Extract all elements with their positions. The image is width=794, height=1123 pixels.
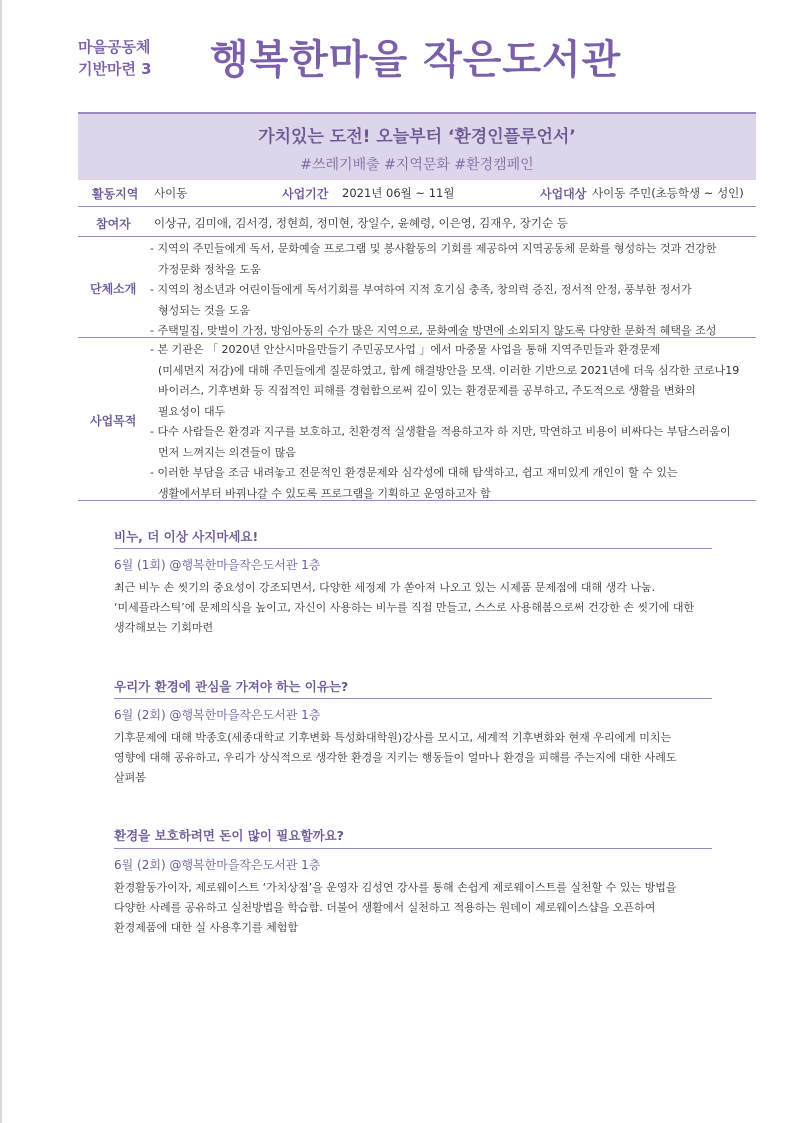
- area-label: 활동지역: [92, 187, 139, 201]
- section-body: [114, 578, 714, 638]
- section-divider: [114, 548, 712, 549]
- info-row-intro: [78, 237, 756, 338]
- section-title: 환경을 보호하려면 돈이 많이 필요할까요?: [114, 828, 344, 843]
- page-title: 행복한마을 작은도서관: [210, 37, 622, 83]
- section-body-line: 환경활동가이자, 제로웨이스트 ‘가치상점’을 운영자 김성연 강사를 통해 손쉽게 제로웨이스트를 실천할 수 있는 방법을: [114, 881, 677, 894]
- purpose-line: - 본 기관은 「 2020년 안산시마을만들기 주민공모사업 」에서 마중물 사업을 통해 지역주민들과 환경문제: [150, 343, 661, 356]
- purpose-line: 바이러스, 기후변화 등 직접적인 피해를 경험함으로써 깊이 있는 환경문제를 공부하고, 주도적으로 생활을 변화의: [158, 384, 696, 397]
- participants-label: 참여자: [96, 217, 131, 231]
- purpose-line: - 이러한 부담을 조금 내려놓고 전문적인 환경문제와 심각성에 대해 탐색하고, 쉽고 재미있게 개인이 할 수 있는: [150, 466, 678, 479]
- purpose-line: - 다수 사람들은 환경과 지구를 보호하고, 친환경적 실생활을 적용하고자 하 지만, 막연하고 비용이 비싸다는 부담스러움이: [150, 425, 731, 438]
- section-title: 비누, 더 이상 사지마세요!: [114, 529, 259, 544]
- purpose-line: (미세먼지 저감)에 대해 주민들에게 질문하였고, 함께 해결방안을 모색. 이러한 기반으로 2021년에 더욱 심각한 코로나19: [158, 363, 740, 377]
- section-body-line: 살펴봄: [114, 771, 146, 784]
- page-left-edge: [0, 0, 2, 1123]
- banner-hashtags: #쓰레기배출 #지역문화 #환경캠페인: [300, 157, 534, 173]
- section-body-line: 기후문제에 대해 박종호(세종대학교 기후변화 특성화대학원)강사를 모시고, 세계적 기후변화와 현재 우리에게 미치는: [114, 731, 672, 744]
- section-body-line: ‘미세플라스틱’에 문제의식을 높이고, 자신이 사용하는 비누를 직접 만들고, 스스로 사용해봄으로써 건강한 손 씻기에 대한: [114, 601, 695, 614]
- section-body-line: 환경제품에 대한 실 사용후기를 체험함: [114, 921, 299, 934]
- section-title: 우리가 환경에 관심을 가져야 하는 이유는?: [114, 679, 349, 694]
- section-body-line: 영향에 대해 공유하고, 우리가 상식적으로 생각한 환경을 지키는 행동들이 얼마나 환경을 피해를 주는지에 대한 사례도: [114, 751, 677, 764]
- title-banner: [78, 112, 756, 180]
- intro-line: - 주택밀집, 맞벌이 가정, 방임아동의 수가 많은 지역으로, 문화예술 방면에 소외되지 않도록 다양한 문화적 혜택을 조성: [150, 324, 717, 337]
- participants-value: 이상규, 김미애, 김서경, 정현희, 정미현, 장일수, 윤혜령, 이은영, 김재우, 장기순 등: [154, 216, 568, 230]
- purpose-line: 필요성이 대두: [158, 404, 226, 418]
- purpose-list: [150, 340, 754, 504]
- section-date: 6월 (2회) @행복한마을작은도서관 1층: [114, 708, 321, 722]
- purpose-label: 사업목적: [90, 414, 137, 428]
- section-body: [114, 878, 714, 938]
- section-body-line: 다양한 사례를 공유하고 실천방법을 학습함. 더불어 생활에서 실천하고 적용하는 원데이 제로웨이스샵을 오픈하여: [114, 901, 656, 914]
- header-tag-line1: 마을공동체: [78, 38, 151, 56]
- period-value: 2021년 06월 ~ 11월: [342, 186, 455, 200]
- intro-line: 가정문화 정착을 도움: [158, 262, 261, 276]
- target-label: 사업대상: [540, 187, 587, 201]
- section-date: 6월 (1회) @행복한마을작은도서관 1층: [114, 558, 321, 572]
- banner-title: 가치있는 도전! 오늘부터 ‘환경인플루언서’: [258, 127, 576, 147]
- intro-line: - 지역의 청소년과 어린이들에게 독서기회를 부여하여 지적 호기심 충족, 창의력 증진, 정서적 안정, 풍부한 정서가: [150, 283, 692, 296]
- intro-label: 단체소개: [90, 282, 137, 296]
- info-row-basic: [78, 178, 756, 207]
- intro-line: - 지역의 주민들에게 독서, 문화예술 프로그램 및 봉사활동의 기회를 제공하여 지역공동체 문화를 형성하는 것과 건강한: [150, 242, 717, 255]
- section-body-line: 최근 비누 손 씻기의 중요성이 강조되면서, 다양한 세정제 가 쏟아져 나오고 있는 시제품 문제점에 대해 생각 나눔.: [114, 581, 656, 594]
- section-date: 6월 (2회) @행복한마을작은도서관 1층: [114, 858, 321, 872]
- section-body-line: 생각해보는 기회마련: [114, 621, 214, 634]
- period-label: 사업기간: [282, 187, 329, 201]
- intro-line: 형성되는 것을 도움: [158, 303, 251, 317]
- purpose-line: 생활에서부터 바꿔나갈 수 있도록 프로그램을 기획하고 운영하고자 함: [158, 486, 491, 500]
- section-body: [114, 728, 714, 788]
- header-tag: [78, 36, 178, 80]
- purpose-line: 먼저 느껴지는 의견들이 많음: [158, 445, 297, 459]
- info-row-participants: [78, 207, 756, 237]
- intro-list: [150, 239, 754, 342]
- header-tag-line2: 기반마련 3: [78, 60, 152, 78]
- section-divider: [114, 698, 712, 699]
- info-row-purpose: [78, 338, 756, 501]
- target-value: 사이동 주민(초등학생 ~ 성인): [592, 186, 744, 200]
- section-divider: [114, 848, 712, 849]
- area-value: 사이동: [154, 186, 188, 200]
